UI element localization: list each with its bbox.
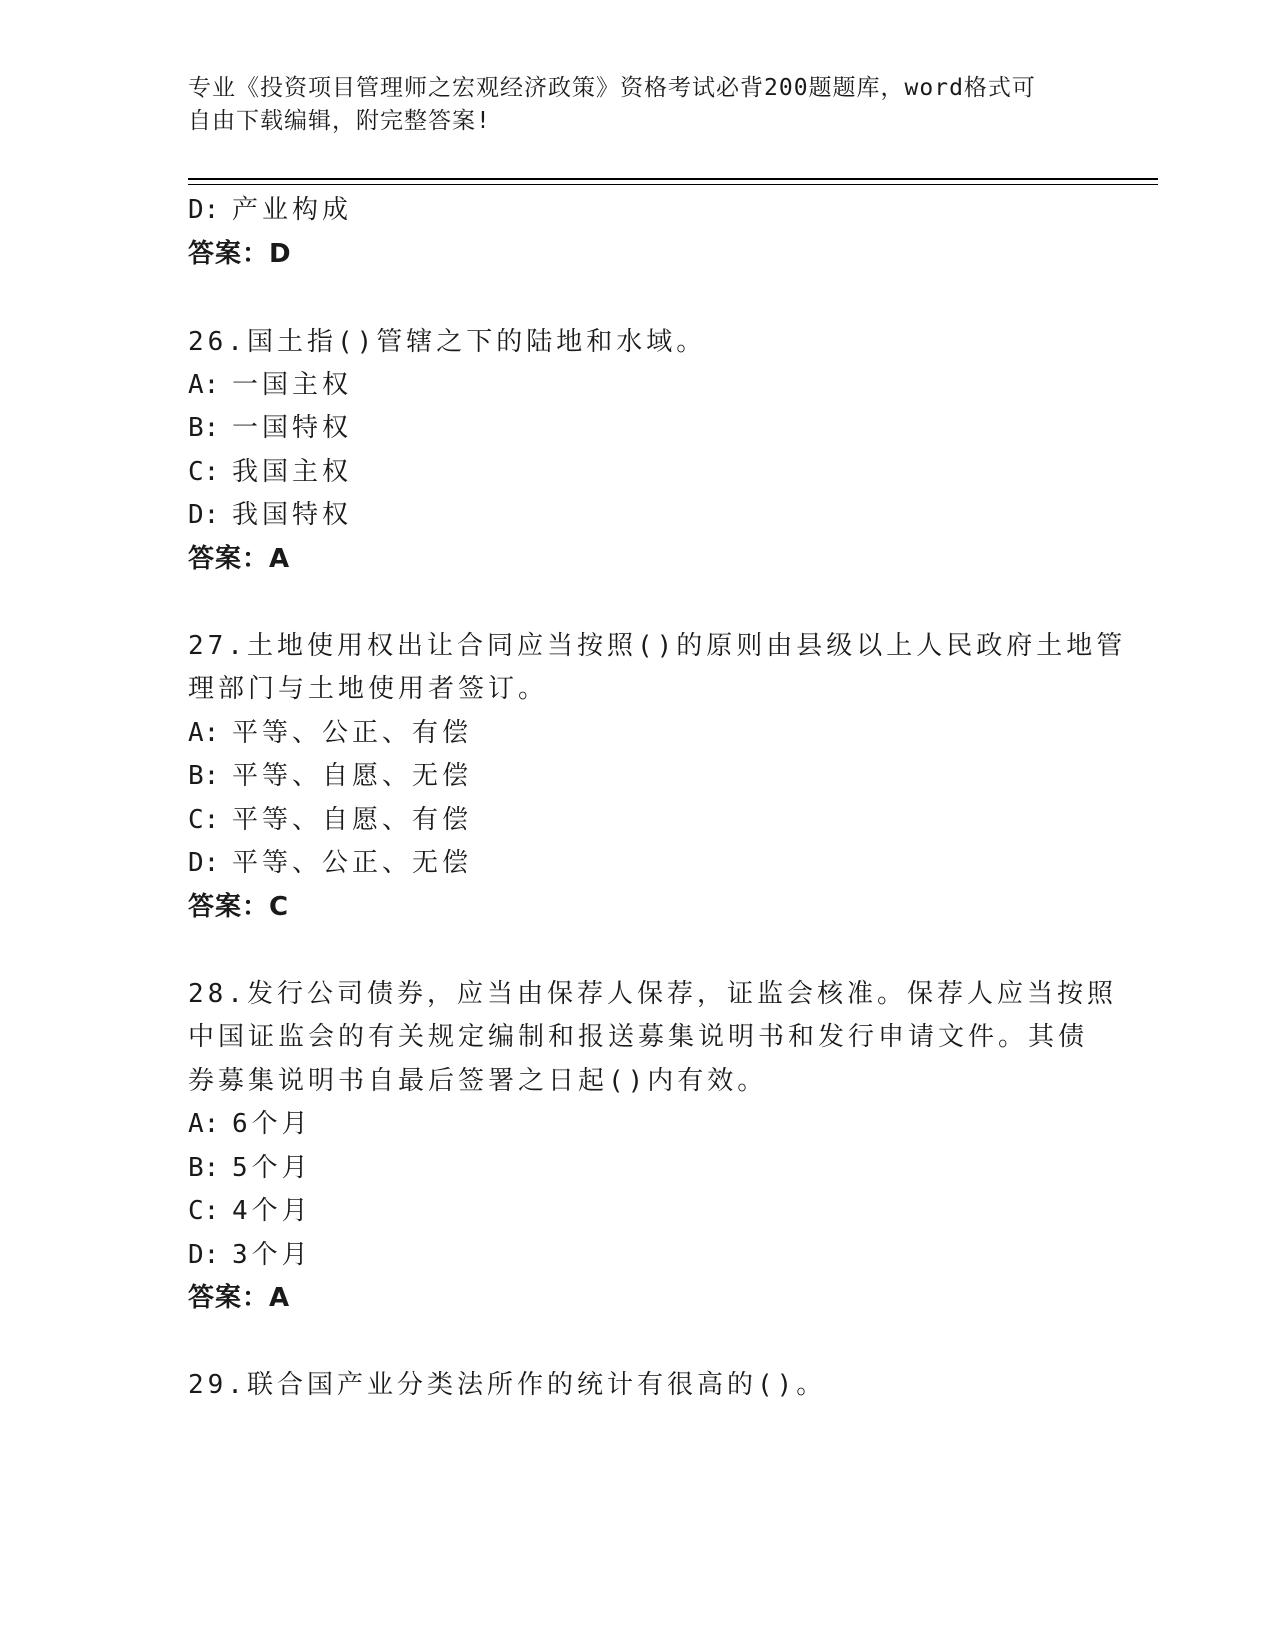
q25-option-d: D: 产业构成 <box>188 195 353 225</box>
q26-option-d: D: 我国特权 <box>188 500 353 530</box>
q28-option-a: A: 6个月 <box>188 1109 312 1139</box>
q25-answer: 答案：D <box>188 239 292 269</box>
document-header <box>188 72 1088 138</box>
q27-answer: 答案：C <box>188 892 290 922</box>
q28-stem-line-1: 28.发行公司债券，应当由保荐人保荐，证监会核准。保荐人应当按照 <box>188 979 1117 1009</box>
header-line-1: 专业《投资项目管理师之宏观经济政策》资格考试必背200题题库，word格式可 <box>188 75 1036 101</box>
header-divider-thick <box>188 178 1158 180</box>
header-line-2: 自由下载编辑，附完整答案! <box>188 108 491 134</box>
q28-stem-line-3: 券募集说明书自最后签署之日起()内有效。 <box>188 1066 768 1096</box>
q27-option-c: C: 平等、自愿、有偿 <box>188 805 473 835</box>
q26-option-a: A: 一国主权 <box>188 370 353 400</box>
q28-answer: 答案：A <box>188 1283 291 1313</box>
q26-answer: 答案：A <box>188 544 291 574</box>
q27-option-b: B: 平等、自愿、无偿 <box>188 761 473 791</box>
q27-option-a: A: 平等、公正、有偿 <box>188 718 473 748</box>
q27-stem-line-1: 27.土地使用权出让合同应当按照()的原则由县级以上人民政府土地管 <box>188 631 1127 661</box>
q27-option-d: D: 平等、公正、无偿 <box>188 848 473 878</box>
q27-stem-line-2: 理部门与土地使用者签订。 <box>188 674 549 704</box>
q26-stem: 26.国土指()管辖之下的陆地和水域。 <box>188 327 707 357</box>
q29-stem: 29.联合国产业分类法所作的统计有很高的()。 <box>188 1370 827 1400</box>
q28-option-b: B: 5个月 <box>188 1153 312 1183</box>
q28-option-c: C: 4个月 <box>188 1196 312 1226</box>
header-divider-thin <box>188 184 1158 185</box>
q26-option-c: C: 我国主权 <box>188 457 353 487</box>
q28-stem-line-2: 中国证监会的有关规定编制和报送募集说明书和发行申请文件。其债 <box>188 1022 1089 1052</box>
q26-option-b: B: 一国特权 <box>188 413 353 443</box>
q28-option-d: D: 3个月 <box>188 1240 312 1270</box>
